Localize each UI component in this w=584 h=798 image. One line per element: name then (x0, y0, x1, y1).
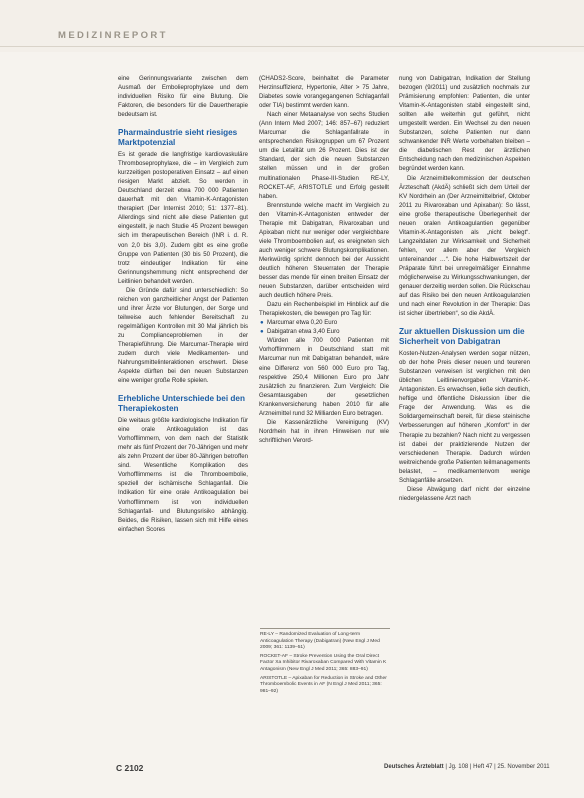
text-column-2 (259, 74, 389, 445)
subheading: Erhebliche Unterschiede bei den Therapiekosten (118, 394, 245, 413)
issue-info: | Jg. 108 | Heft 47 | 25. November 2011 (443, 764, 550, 770)
text-column-1 (118, 74, 248, 534)
paragraph: Diese Abwägung darf nicht der einzelne niedergelassene Arzt nach (399, 485, 530, 502)
paragraph: Die Arzneimittelkommission der deutschen Ärzteschaft (AkdÄ) schließt sich dem Urteil der KV Nordrhein an (Der Arzneimittelbrief, Oktober 2011 zu Rivaroxaban und Apixaban): So lässt, eine große therapeutische Überlegenheit der neuen oralen Antikoagulantien gegenüber Vitamin-K-Antagonisten als „nicht belegt“. Langzeitdaten zur Wirksamkeit und Sicherheit fehlen, vor allem aber der Vergleich untereinander …“. Die hohe Halbwertszeit der Präparate führt bei unregelmäßiger Einnahme möglicherweise zu Wirkungsschwankungen, der genauer derzeitig werden sollen. Die Rückschau auf das Risiko bei den neuen Antikoagulanzien und nach einer Revolution in der Therapie: Das ist sicher übertrieben“, so die AkdÄ. (399, 174, 530, 318)
study-references (260, 628, 390, 697)
list-item (259, 327, 389, 336)
journal-name: Deutsches Ärzteblatt (384, 764, 444, 770)
list-item-text: Marcumar etwa 0,20 Euro (267, 319, 338, 327)
paragraph: Die weitaus größte kardiologische Indikation für eine orale Antikoagulation ist das Vorhofflimmern, von dem nach der Statistik mehr als fünf Prozent der 70-Jährigen und mehr als zehn Prozent der über 80-Jährigen betroffen sind. Wesentliche Komplikation des Vorhofflimmerns ist die Thromboembolie, speziell der ischämische Schlaganfall. Die Indikation für eine orale Antikoagulation bei Vorhofflimmern ist von individuellen Schlaganfall- und Blutungsrisiko abhängig. Beides, die Risiken, lassen sich mit Hilfe eines einfachen Scores (118, 417, 248, 533)
section-label: MEDIZINREPORT (58, 30, 168, 41)
paragraph: Brennstunde welche macht im Vergleich zu den Vitamin-K-Antagonisten entweder der Therapie mit Dabigatran, Rivaroxaban und Apixaban nicht nur weniger oder vergleichbare viele Thromboembolien auf, es ereigneten sich auch weniger schwere Blutungskomplikationen. Merkwürdig spricht dennoch bei der Aussicht deutlich höheren Steuerraten der Therapie besser das mende für einen breiten Einsatz der neuen Substanzen, darüber entscheiden wird auch deutlich höhere Preis. (259, 201, 389, 300)
page-number: C 2102 (116, 763, 144, 773)
reference-item: ARISTOTLE – Apixaban for Reduction in Stroke and Other Thromboembolic Events in AF (N Engl J Med 2011; 365: 981–92) (260, 675, 387, 694)
paragraph: (CHADS2-Score, beinhaltet die Parameter Herzinsuffizienz, Hypertonie, Alter > 75 Jahre, Diabetes sowie vorangegangenen Schlaganfall oder TIA) bestimmt werden kann. (259, 75, 389, 110)
header-divider (0, 46, 584, 47)
subheading: Zur aktuellen Diskussion um die Sicherheit von Dabigatran (399, 327, 525, 346)
paragraph: Es ist gerade die langfristige kardiovaskuläre Thromboseprophylaxe, die – im Vergleich zum kurzzeitigen postoperativen Einsatz – auf einen riesigen Markt abzielt. So werden in Deutschland derzeit etwa 700 000 Patienten dauerhaft mit den Vitamin-K-Antagonisten therapiert (Der Internist 2010; 51: 1377–81). Allerdings sind nicht alle diese Patienten gut eingestellt, je nach Studie 45 Prozent bewegen sich im therapeutischen Bereich (INR i. d. R. von 2,0 bis 3,0). Zudem gibt es eine große Gruppe von Patienten (30 bis 50 Prozent), die trotz eindeutiger Indikation für eine Gerinnungshemmung nicht entsprechend der Leitlinien behandelt werden. (118, 151, 248, 285)
list-item-text: Dabigatran etwa 3,40 Euro (267, 328, 340, 336)
paragraph: Nach einer Metaanalyse von sechs Studien (Ann Intern Med 2007; 146: 857–67) reduziert Marcumar die Schlaganfallrate in entsprechenden Risikogruppen um 67 Prozent um die Letalität um 26 Prozent. Dies ist der Standard, der sich die neuen Substanzen stellen müssen und in der großen multinationalen Phase-III-Studien RE-LY, ROCKET-AF, ARISTOTLE und Erfolg gestellt haben. (259, 111, 389, 200)
paragraph: Kosten-Nutzen-Analysen werden sogar nützen, ob der hohe Preis dieser neuen und teureren Substanzen verweisen ist verglichen mit den üblichen Leitlinienvorgaben Vitamin-K-Antagonisten. Es erwachsen, ließe sich deutlich, heftige und öffentliche Diskussion über die Frage der Anwendung. Was es die Solidargemeinschaft bereit, für diese steinische Verbesserungen auf höheren „Komfort“ in der Therapie zu bezahlen? Nach nicht zu vergessen ist dabei der praktizierende Nutzen der verschiedenen Therapie. Dadurch würden weitreichende große Patienten teilmanagements belastet, – medikamentenvom wenige Schlaganfälle ansetzen. (399, 350, 530, 484)
bullet-icon: ● (260, 328, 264, 336)
page-header (0, 0, 584, 52)
reference-item: ROCKET-AF – Stroke Prevention Using the Oral Direct Factor Xa Inhibitor Rivaroxaban Compared With Vitamin K Antagonism (New Engl J Med 2011; 365: 883–91) (260, 653, 387, 672)
reference-item: RE-LY – Randomized Evaluation of Long-term Anticoagulation Therapy (Dabigatran) (New Engl J Med 2009; 361: 1139–51) (260, 632, 380, 651)
paragraph: Dazu ein Rechenbeispiel im Hinblick auf die Therapiekosten, die bewegen pro Tag für: (259, 301, 389, 318)
subheading: Pharmaindustrie sieht riesiges Marktpotenzial (118, 128, 238, 147)
text-column-3 (399, 74, 530, 503)
list-item (259, 318, 389, 327)
paragraph: Die Kassenärztliche Vereinigung (KV) Nordrhein hat in ihren Hinweisen nur wie schriftlichen Verord- (259, 418, 389, 444)
paragraph: Die Gründe dafür sind unterschiedlich: So reichen von ganzheitlicher Angst der Patienten und ihrer Ärzte vor Blutungen, der Sorge und teilweise auch fehlender Bereitschaft zu regelmäßigen Kontrollen mit 30 Mal jährlich bis zu Complianceproblemen in der Therapieführung. Die Marcumar-Therapie wird zudem durch viele Medikamenten- und Nahrungsmittelinteraktionen erschwert. Diese Aspekte dürften bei den neuen Substanzen eine weniger große Rolle spielen. (118, 286, 248, 385)
paragraph: nung von Dabigatran, Indikation der Stellung bezogen (9/2011) und zusätzlich nochmals zur Prämisierung empfohlen: Patienten, die unter Vitamin-K-Antagonisten stabil eingestellt sind, sollten alle weiterhin gut geführt, nicht umgestellt werden. Ein Wechsel zu den neuen Substanzen, solche Patienten nur dann schwankender INR Werte vorbehalten bleiben – die diabetischen Rest der ärztlichen Entscheidung nach den medizinischen Aspekten begründet werden kann. (399, 75, 530, 173)
journal-citation (384, 764, 550, 770)
bullet-icon: ● (260, 319, 264, 327)
paragraph: eine Gerinnungsvariante zwischen dem Ausmaß der Embolieprophylaxe und dem individuellen Risiko für eine Blutung. Die Faktoren, die besonders für die Dauertherapie bedeutsam ist. (118, 75, 248, 119)
paragraph: Würden alle 700 000 Patienten mit Vorhofflimmern in Deutschland statt mit Marcumar nun mit Dabigatran behandelt, wäre eine Differenz von 560 000 Euro pro Tag, respektive 250,4 Millionen Euro pro Jahr zusätzlich zu finanzieren. Zum Vergleich: Die Gesamtausgaben der gesetzlichen Krankenversicherung haben 2010 für alle Arzneimittel rund 32 Milliarden Euro betragen. (259, 337, 389, 417)
